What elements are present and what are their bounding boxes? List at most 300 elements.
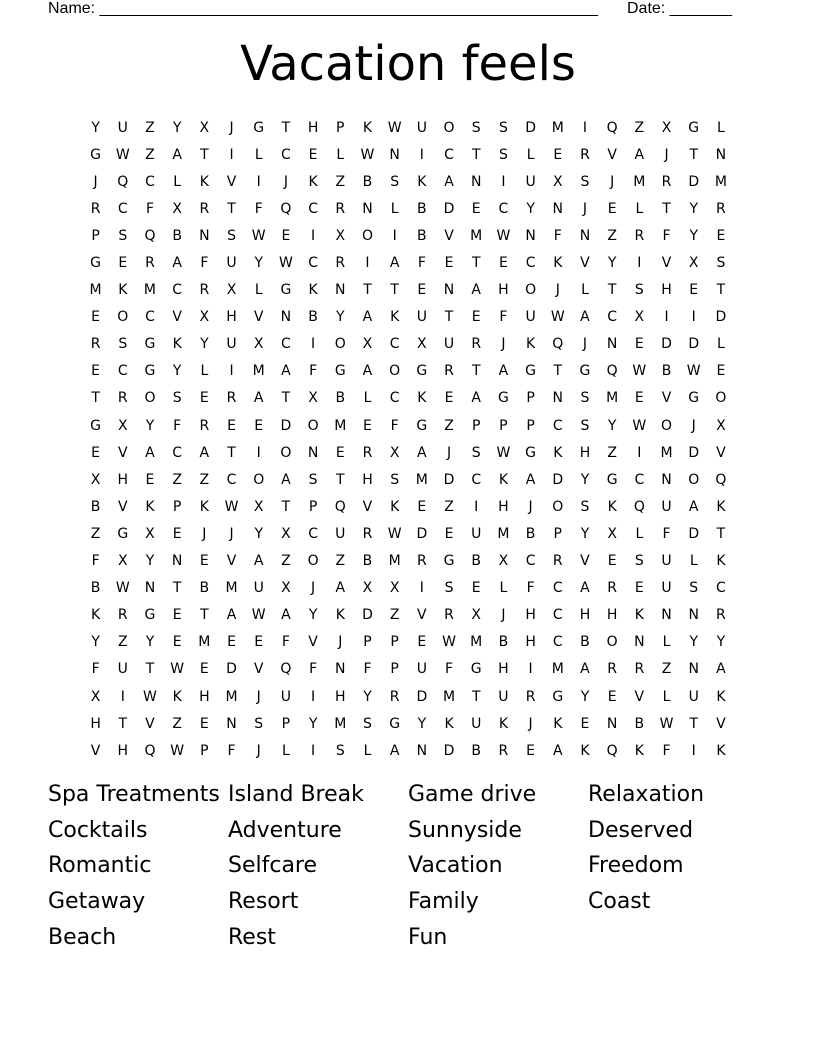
grid-letter: X <box>253 498 264 515</box>
grid-letter: I <box>691 309 696 326</box>
grid-letter: Y <box>580 525 590 542</box>
grid-letter: R <box>389 688 400 705</box>
word-list-item: Freedom <box>588 853 684 879</box>
grid-letter: N <box>335 282 346 299</box>
grid-letter: X <box>607 525 617 542</box>
grid-letter: I <box>637 444 642 461</box>
grid-letter: L <box>200 363 209 380</box>
date-field-label: Date: _______ <box>627 0 732 17</box>
grid-letter: O <box>606 634 618 651</box>
grid-letter: Y <box>254 255 263 272</box>
grid-letter: S <box>498 119 508 136</box>
grid-letter: B <box>417 227 427 244</box>
grid-letter: X <box>362 336 373 353</box>
grid-letter: K <box>444 715 454 732</box>
grid-letter: Q <box>280 200 292 217</box>
grid-letter: K <box>390 498 400 515</box>
grid-letter: O <box>688 471 700 488</box>
grid-letter: V <box>362 498 373 515</box>
grid-letter: U <box>416 119 427 136</box>
grid-letter: B <box>362 553 373 570</box>
grid-letter: U <box>416 661 427 678</box>
word-list-item: Fun <box>408 924 448 950</box>
grid-letter: J <box>283 173 288 190</box>
grid-letter: R <box>661 173 672 190</box>
grid-letter: R <box>444 607 454 624</box>
grid-letter: I <box>637 255 642 272</box>
grid-letter: T <box>281 390 291 407</box>
grid-letter: U <box>525 173 536 190</box>
grid-row <box>82 249 735 276</box>
grid-letter: D <box>226 661 237 678</box>
grid-letter: L <box>336 146 345 163</box>
grid-letter: C <box>389 390 400 407</box>
grid-letter: N <box>552 390 564 407</box>
grid-letter: R <box>362 444 373 461</box>
grid-letter: E <box>172 525 182 542</box>
grid-letter: H <box>498 661 509 678</box>
grid-letter: N <box>579 227 591 244</box>
word-list-item: Getaway <box>48 889 146 915</box>
grid-letter: N <box>606 715 618 732</box>
grid-letter: N <box>280 309 292 326</box>
grid-letter: W <box>251 227 266 244</box>
grid-letter: W <box>686 363 701 380</box>
grid-letter: L <box>363 742 372 759</box>
grid-letter: A <box>580 309 590 326</box>
grid-letter: P <box>390 661 399 678</box>
grid-letter: N <box>307 444 319 461</box>
grid-letter: V <box>444 227 454 244</box>
grid-row <box>82 304 735 331</box>
grid-letter: M <box>143 282 157 299</box>
grid-letter: G <box>525 444 537 461</box>
grid-letter: F <box>662 742 671 759</box>
grid-letter: R <box>634 227 645 244</box>
grid-letter: G <box>253 119 265 136</box>
grid-letter: Y <box>145 634 155 651</box>
grid-letter: H <box>498 498 509 515</box>
grid-letter: J <box>664 146 669 163</box>
grid-letter: L <box>635 200 644 217</box>
grid-letter: K <box>716 742 726 759</box>
word-list-item: Spa Treatments <box>48 782 220 807</box>
grid-letter: B <box>335 390 346 407</box>
grid-letter: D <box>688 525 700 542</box>
grid-letter: K <box>716 553 726 570</box>
grid-letter: O <box>334 336 346 353</box>
grid-letter: H <box>606 607 618 624</box>
grid-letter: X <box>498 553 509 570</box>
grid-letter: G <box>117 525 129 542</box>
grid-letter: X <box>117 417 128 434</box>
grid-letter: C <box>634 471 645 488</box>
grid-letter: W <box>632 417 647 434</box>
grid-letter: Y <box>580 688 590 705</box>
grid-row <box>82 439 735 466</box>
grid-letter: Z <box>145 119 155 136</box>
grid-row <box>82 520 735 547</box>
grid-letter: E <box>417 634 427 651</box>
grid-letter: M <box>388 553 401 570</box>
grid-letter: Y <box>254 525 263 542</box>
page-title: Vacation feels <box>240 36 576 92</box>
grid-letter: W <box>387 525 402 542</box>
grid-letter: E <box>118 255 128 272</box>
grid-letter: D <box>443 471 455 488</box>
grid-letter: R <box>444 363 454 380</box>
grid-row <box>82 629 735 656</box>
grid-letter: S <box>308 471 318 488</box>
grid-letter: M <box>334 715 347 732</box>
grid-letter: P <box>526 390 535 407</box>
grid-letter: V <box>716 715 726 732</box>
grid-letter: V <box>90 742 101 759</box>
grid-letter: A <box>444 173 454 190</box>
grid-letter: K <box>362 119 373 136</box>
grid-letter: X <box>335 227 346 244</box>
grid-letter: I <box>120 688 125 705</box>
grid-letter: X <box>281 525 291 542</box>
grid-letter: G <box>144 607 156 624</box>
grid-letter: B <box>471 742 482 759</box>
grid-row <box>82 575 735 602</box>
grid-letter: E <box>254 634 264 651</box>
grid-letter: F <box>91 553 100 570</box>
grid-letter: N <box>634 634 645 651</box>
grid-letter: V <box>661 390 672 407</box>
grid-letter: D <box>416 525 428 542</box>
grid-letter: R <box>716 200 726 217</box>
grid-letter: E <box>145 471 155 488</box>
grid-letter: C <box>117 363 128 380</box>
grid-letter: B <box>471 553 482 570</box>
grid-letter: X <box>389 580 400 597</box>
grid-letter: Y <box>91 119 100 136</box>
grid-letter: E <box>199 715 209 732</box>
grid-letter: A <box>471 390 481 407</box>
grid-letter: D <box>416 688 428 705</box>
word-list-item: Island Break <box>228 782 364 807</box>
grid-letter: W <box>224 498 239 515</box>
grid-letter: M <box>470 634 483 651</box>
grid-letter: K <box>634 742 644 759</box>
grid-letter: G <box>497 390 509 407</box>
grid-letter: F <box>200 255 209 272</box>
grid-letter: J <box>93 173 98 190</box>
grid-letter: I <box>474 498 479 515</box>
grid-letter: E <box>227 634 236 651</box>
grid-letter: L <box>635 525 644 542</box>
grid-letter: W <box>659 715 674 732</box>
grid-letter: P <box>526 417 535 434</box>
grid-letter: E <box>471 580 481 597</box>
grid-letter: H <box>525 607 536 624</box>
grid-letter: U <box>117 119 128 136</box>
grid-letter: Q <box>552 336 564 353</box>
grid-letter: Z <box>172 715 182 732</box>
grid-letter: V <box>117 444 128 461</box>
grid-letter: S <box>634 282 644 299</box>
grid-letter: Z <box>389 607 400 624</box>
grid-letter: T <box>662 200 671 217</box>
grid-letter: K <box>417 390 427 407</box>
grid-letter: Q <box>606 363 618 380</box>
grid-letter: U <box>661 498 672 515</box>
grid-letter: H <box>661 282 672 299</box>
grid-letter: S <box>335 742 345 759</box>
grid-letter: B <box>661 363 672 380</box>
grid-letter: F <box>662 227 671 244</box>
grid-letter: S <box>390 173 400 190</box>
grid-letter: M <box>606 390 619 407</box>
grid-letter: T <box>471 363 481 380</box>
grid-letter: M <box>225 688 238 705</box>
grid-letter: D <box>661 336 672 353</box>
grid-letter: Z <box>335 173 346 190</box>
grid-letter: W <box>170 742 185 759</box>
grid-letter: V <box>172 309 182 326</box>
grid-letter: M <box>470 227 483 244</box>
grid-letter: E <box>335 444 345 461</box>
grid-letter: L <box>499 580 508 597</box>
grid-letter: A <box>362 363 373 380</box>
grid-letter: R <box>580 146 590 163</box>
grid-letter: E <box>716 227 726 244</box>
grid-letter: E <box>498 255 508 272</box>
grid-letter: G <box>416 417 428 434</box>
grid-letter: R <box>145 255 155 272</box>
grid-letter: U <box>226 336 237 353</box>
grid-letter: P <box>172 498 182 515</box>
grid-letter: Y <box>200 336 209 353</box>
grid-letter: V <box>580 553 590 570</box>
grid-letter: F <box>526 580 535 597</box>
grid-row <box>82 710 735 737</box>
grid-letter: H <box>117 742 129 759</box>
grid-letter: N <box>688 607 699 624</box>
grid-letter: X <box>199 309 210 326</box>
grid-letter: Z <box>172 471 182 488</box>
grid-letter: X <box>552 173 563 190</box>
grid-letter: A <box>389 255 400 272</box>
grid-letter: K <box>145 498 155 515</box>
grid-letter: J <box>202 525 207 542</box>
grid-letter: Z <box>607 227 617 244</box>
grid-letter: C <box>117 200 128 217</box>
grid-letter: F <box>254 200 263 217</box>
grid-letter: U <box>525 309 536 326</box>
grid-letter: J <box>501 607 506 624</box>
grid-letter: O <box>525 282 537 299</box>
grid-letter: Y <box>526 200 535 217</box>
grid-letter: E <box>172 607 182 624</box>
grid-letter: E <box>471 200 481 217</box>
grid-letter: M <box>225 580 238 597</box>
grid-letter: E <box>471 309 481 326</box>
grid-letter: I <box>229 363 234 380</box>
grid-letter: M <box>551 119 564 136</box>
grid-letter: J <box>338 634 343 651</box>
grid-letter: V <box>226 553 237 570</box>
grid-letter: B <box>308 309 318 326</box>
grid-letter: S <box>580 417 590 434</box>
grid-letter: P <box>91 227 100 244</box>
grid-row <box>82 412 735 439</box>
grid-letter: T <box>471 688 481 705</box>
grid-row <box>82 168 735 195</box>
word-list-item: Cocktails <box>48 817 148 843</box>
grid-letter: F <box>363 661 372 678</box>
grid-letter: B <box>498 634 509 651</box>
grid-letter: Q <box>334 498 346 515</box>
grid-letter: K <box>553 715 563 732</box>
grid-letter: Z <box>444 417 454 434</box>
grid-letter: Z <box>444 498 454 515</box>
grid-letter: E <box>199 553 209 570</box>
grid-letter: E <box>716 363 726 380</box>
grid-letter: J <box>528 715 533 732</box>
grid-letter: H <box>199 688 210 705</box>
grid-letter: X <box>145 525 155 542</box>
word-list-item: Adventure <box>228 817 342 843</box>
grid-letter: E <box>607 200 617 217</box>
grid-letter: P <box>390 634 399 651</box>
grid-letter: W <box>496 227 511 244</box>
grid-letter: T <box>336 471 345 488</box>
grid-letter: N <box>443 282 455 299</box>
word-list-item: Deserved <box>588 817 694 843</box>
grid-letter: C <box>471 471 482 488</box>
grid-letter: N <box>171 553 183 570</box>
grid-letter: Z <box>281 553 291 570</box>
grid-letter: K <box>498 715 508 732</box>
grid-letter: C <box>308 200 318 217</box>
grid-row <box>82 548 735 575</box>
grid-letter: S <box>498 146 508 163</box>
grid-letter: P <box>200 742 209 759</box>
grid-letter: M <box>334 417 347 434</box>
grid-letter: J <box>229 525 234 542</box>
grid-letter: K <box>390 309 400 326</box>
grid-letter: Q <box>280 661 292 678</box>
grid-letter: E <box>444 390 454 407</box>
grid-row <box>82 277 735 304</box>
grid-letter: I <box>664 309 669 326</box>
grid-letter: T <box>200 146 209 163</box>
grid-letter: J <box>256 742 261 759</box>
grid-letter: W <box>442 634 456 651</box>
grid-letter: J <box>229 119 234 136</box>
grid-letter: T <box>689 146 698 163</box>
grid-letter: Z <box>145 146 155 163</box>
grid-letter: F <box>309 363 318 380</box>
grid-letter: W <box>115 146 130 163</box>
grid-letter: R <box>335 255 346 272</box>
grid-letter: E <box>254 417 264 434</box>
grid-letter: S <box>390 471 400 488</box>
grid-letter: W <box>496 444 511 461</box>
grid-letter: Q <box>606 119 618 136</box>
grid-letter: W <box>632 363 647 380</box>
grid-letter: X <box>716 417 726 434</box>
grid-letter: G <box>144 336 156 353</box>
grid-letter: Y <box>308 607 318 624</box>
grid-letter: Y <box>145 553 155 570</box>
grid-letter: C <box>552 634 563 651</box>
grid-letter: Y <box>363 688 372 705</box>
grid-letter: E <box>444 525 454 542</box>
grid-row <box>82 683 735 710</box>
grid-letter: C <box>145 309 155 326</box>
grid-letter: J <box>311 580 316 597</box>
grid-letter: B <box>417 200 427 217</box>
grid-letter: K <box>716 498 726 515</box>
grid-letter: B <box>199 580 210 597</box>
grid-letter: S <box>689 580 699 597</box>
grid-letter: A <box>281 363 291 380</box>
grid-letter: C <box>145 173 155 190</box>
grid-letter: Z <box>634 119 645 136</box>
grid-letter: X <box>90 688 101 705</box>
name-field-label: Name: ________________________________________________________ <box>48 0 598 17</box>
grid-letter: L <box>282 742 290 759</box>
grid-letter: T <box>390 282 399 299</box>
grid-letter: G <box>389 715 401 732</box>
grid-letter: C <box>607 309 618 326</box>
grid-letter: D <box>443 200 455 217</box>
grid-letter: Q <box>606 742 618 759</box>
grid-letter: X <box>389 444 400 461</box>
word-list-item: Resort <box>228 889 299 915</box>
grid-letter: F <box>145 200 154 217</box>
grid-letter: R <box>199 282 210 299</box>
grid-letter: X <box>471 607 482 624</box>
grid-letter: C <box>226 471 237 488</box>
grid-letter: R <box>607 661 618 678</box>
grid-letter: S <box>172 390 182 407</box>
word-list-item: Sunnyside <box>408 817 522 843</box>
grid-letter: N <box>335 661 346 678</box>
grid-letter: R <box>525 688 536 705</box>
grid-letter: E <box>634 390 644 407</box>
grid-letter: E <box>363 417 372 434</box>
grid-letter: K <box>308 282 318 299</box>
grid-letter: E <box>199 661 209 678</box>
grid-letter: N <box>389 146 400 163</box>
grid-letter: R <box>117 607 128 624</box>
grid-letter: S <box>471 119 481 136</box>
grid-letter: Y <box>336 309 345 326</box>
grid-letter: Q <box>144 742 156 759</box>
word-list-item: Romantic <box>48 853 152 879</box>
grid-letter: G <box>688 119 700 136</box>
grid-letter: S <box>254 715 264 732</box>
grid-letter: T <box>145 661 155 678</box>
grid-letter: E <box>689 282 699 299</box>
grid-letter: N <box>525 227 536 244</box>
grid-letter: A <box>580 661 590 678</box>
grid-letter: I <box>419 580 424 597</box>
grid-letter: U <box>335 525 346 542</box>
grid-letter: P <box>308 498 318 515</box>
grid-letter: T <box>607 282 617 299</box>
grid-letter: A <box>580 580 590 597</box>
grid-letter: R <box>634 661 645 678</box>
grid-letter: L <box>363 390 372 407</box>
grid-letter: C <box>444 146 454 163</box>
grid-letter: E <box>417 498 427 515</box>
